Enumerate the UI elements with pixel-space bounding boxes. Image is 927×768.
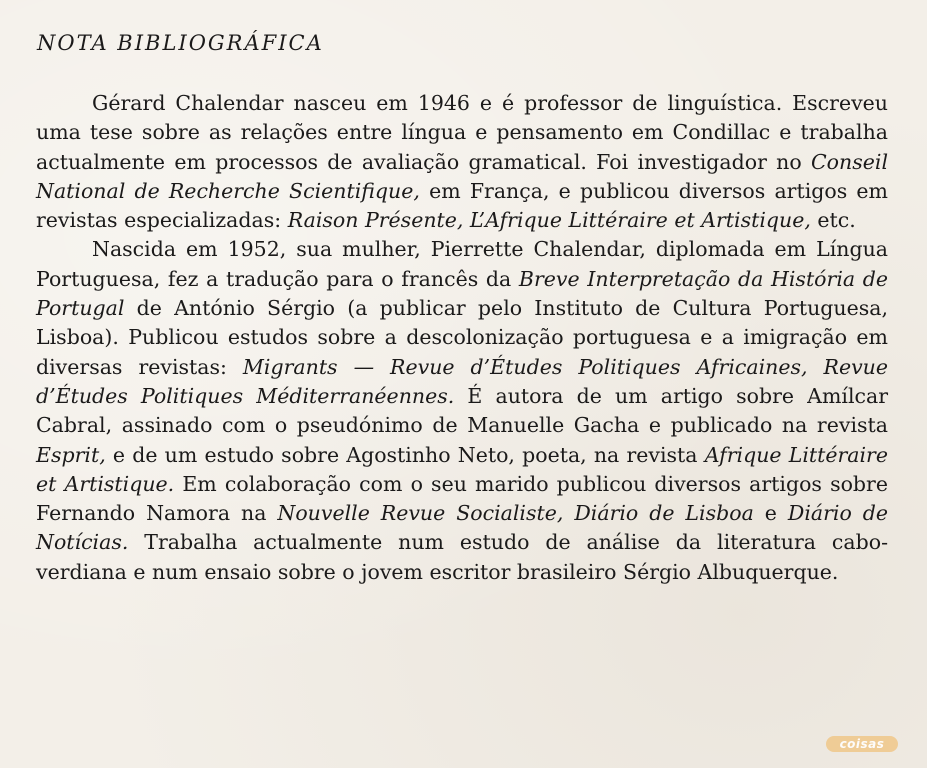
text-run: Gérard Chalendar nasceu em 1946 e é professor de linguística. Escreveu uma tese sobre as relações entre língua e pensamento em Condillac e trabalha actualmente em processos de avaliação gramatical. Foi investigador no <box>36 91 888 174</box>
italic-title-run: Nouvelle Revue Socialiste, Diário de Lisboa <box>277 501 754 526</box>
italic-title-run: Conseil National de Recherche Scientifique, <box>36 149 888 203</box>
italic-title-run: Migrants — Revue d’Études Politiques Africaines, Revue d’Études Politiques Méditerranéennes. <box>36 354 889 408</box>
text-run: e <box>753 501 788 526</box>
text-run: etc. <box>810 208 856 233</box>
text-run: Em colaboração com o seu marido publicou diversos artigos sobre Fernando Namora na <box>36 471 888 526</box>
paragraph-gerard <box>36 89 888 235</box>
paragraph-pierrette <box>36 235 888 587</box>
text-run: Trabalha actualmente num estudo de análise da literatura cabo-verdiana e num ensaio sobre o jovem escritor brasileiro Sérgio Albuquerque. <box>36 530 888 584</box>
italic-title-run: Breve Interpretação da História de Portugal <box>36 266 889 321</box>
italic-title-run: Raison Présente, L’Afrique Littéraire et Artistique, <box>287 208 811 233</box>
text-run: em França, e publicou diversos artigos em revistas especializadas: <box>36 178 888 233</box>
text-run: e de um estudo sobre Agostinho Neto, poeta, na revista <box>105 442 705 467</box>
text-run: É autora de um artigo sobre Amílcar Cabral, assinado com o pseudónimo de Manuelle Gacha e publicado na revista <box>36 383 889 438</box>
watermark-logo: coisas <box>826 736 898 752</box>
text-run: de António Sérgio (a publicar pelo Instituto de Cultura Portuguesa, Lisboa). Publicou estudos sobre a descolonização portuguesa e a imigração em diversas revistas: <box>36 296 888 379</box>
italic-title-run: Esprit, <box>36 442 106 467</box>
section-heading: NOTA BIBLIOGRÁFICA <box>37 31 324 55</box>
biography-text <box>36 89 888 587</box>
italic-title-run: Diário de Notícias. <box>36 501 889 555</box>
italic-title-run: Afrique Littéraire et Artistique. <box>36 442 888 496</box>
text-run: Nascida em 1952, sua mulher, Pierrette Chalendar, diplomada em Língua Portuguesa, fez a tradução para o francês da <box>36 237 888 291</box>
